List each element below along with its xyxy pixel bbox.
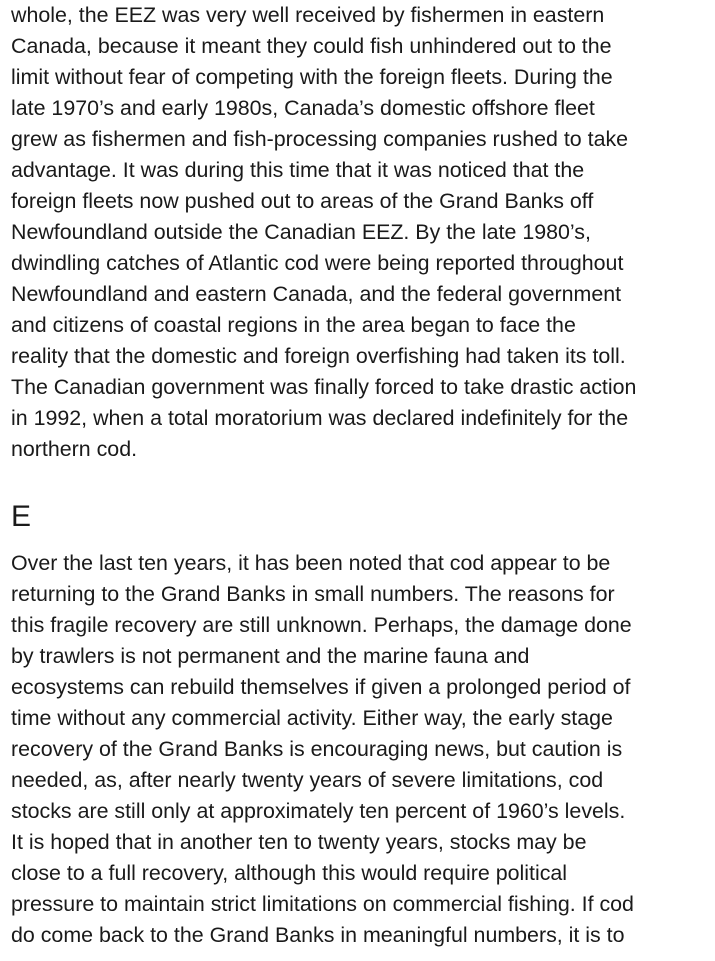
text-line: The Canadian government was finally forced to take drastic action <box>11 375 637 399</box>
section-heading-e: E <box>11 500 32 533</box>
text-line: northern cod. <box>11 437 138 461</box>
text-line: this fragile recovery are still unknown. Perhaps, the damage done <box>11 613 632 637</box>
text-line: whole, the EEZ was very well received by fishermen in eastern <box>11 3 605 27</box>
text-line: returning to the Grand Banks in small numbers. The reasons for <box>11 582 615 606</box>
text-line: Canada, because it meant they could fish unhindered out to the <box>11 34 612 58</box>
text-line: stocks are still only at approximately ten percent of 1960’s levels. <box>11 799 626 823</box>
text-line: advantage. It was during this time that it was noticed that the <box>11 158 585 182</box>
text-line: and citizens of coastal regions in the area began to face the <box>11 313 576 337</box>
text-line: limit without fear of competing with the foreign fleets. During the <box>11 65 613 89</box>
text-line: by trawlers is not permanent and the marine fauna and <box>11 644 530 668</box>
text-line: recovery of the Grand Banks is encouraging news, but caution is <box>11 737 623 761</box>
text-line: foreign fleets now pushed out to areas of the Grand Banks off <box>11 189 594 213</box>
text-line: time without any commercial activity. Either way, the early stage <box>11 706 613 730</box>
text-line: Over the last ten years, it has been noted that cod appear to be <box>11 551 611 575</box>
paragraph-e <box>11 548 634 951</box>
text-line: needed, as, after nearly twenty years of severe limitations, cod <box>11 768 604 792</box>
text-line: late 1970’s and early 1980s, Canada’s domestic offshore fleet <box>11 96 595 120</box>
text-line: dwindling catches of Atlantic cod were being reported throughout <box>11 251 624 275</box>
text-line: close to a full recovery, although this would require political <box>11 861 568 885</box>
text-line: pressure to maintain strict limitations on commercial fishing. If cod <box>11 892 634 916</box>
text-line: do come back to the Grand Banks in meaningful numbers, it is to <box>11 923 625 947</box>
text-line: grew as fishermen and fish-processing companies rushed to take <box>11 127 629 151</box>
text-line: Newfoundland outside the Canadian EEZ. By the late 1980’s, <box>11 220 591 244</box>
text-line: in 1992, when a total moratorium was declared indefinitely for the <box>11 406 629 430</box>
text-line: Newfoundland and eastern Canada, and the federal government <box>11 282 622 306</box>
text-line: It is hoped that in another ten to twenty years, stocks may be <box>11 830 587 854</box>
paragraph-d <box>11 0 636 465</box>
text-line: reality that the domestic and foreign overfishing had taken its toll. <box>11 344 626 368</box>
text-line: ecosystems can rebuild themselves if given a prolonged period of <box>11 675 631 699</box>
